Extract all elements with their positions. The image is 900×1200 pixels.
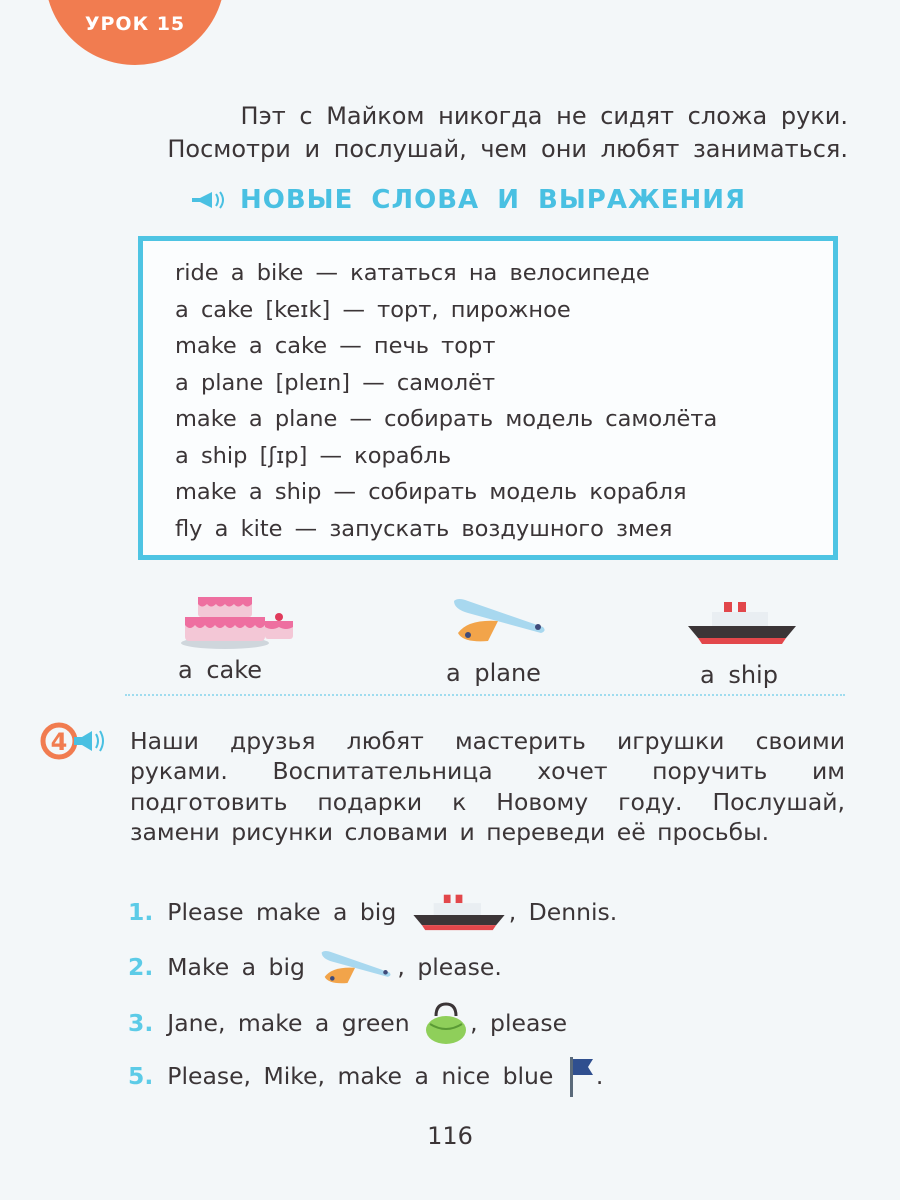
divider <box>125 694 845 696</box>
exercise-number: 4 <box>50 728 68 756</box>
ship-icon <box>686 600 798 645</box>
item-text: , please <box>470 1009 568 1037</box>
plane-icon <box>317 948 397 986</box>
vocab-entry: make a plane — собирать модель самолёта <box>175 406 718 432</box>
cake-icon <box>180 585 300 650</box>
item-number: 5. <box>128 1062 154 1090</box>
exercise-instructions: Наши друзья любят мастерить игрушки своими руками. Воспитательница хочет поручить им подготовить подарки к Новому году. Послушай, замени рисунки словами и переведи её просьбы. <box>130 727 845 846</box>
intro-text <box>100 100 848 166</box>
vocabulary-box <box>138 236 838 560</box>
vocab-entry: ride a bike — кататься на велосипеде <box>175 260 650 286</box>
intro-line: Пэт с Майком никогда не сидят сложа руки. <box>240 102 848 130</box>
exercise-item <box>128 1055 603 1097</box>
exercise-number-audio-icon <box>40 720 106 762</box>
vocab-entry: a plane [pleɪn] — самолёт <box>175 369 496 396</box>
picture-label-ship: a ship <box>700 661 778 689</box>
bag-icon <box>422 1000 470 1046</box>
lesson-badge <box>45 0 225 65</box>
vocab-entry: a cake [keɪk] — торт, пирожное <box>175 296 571 323</box>
item-text: Jane, make a green <box>167 1009 423 1037</box>
vocab-entry: make a cake — печь торт <box>175 333 496 359</box>
section-heading <box>190 185 746 215</box>
exercise-item <box>128 948 502 986</box>
exercise-item <box>128 893 617 931</box>
picture-label-cake: a cake <box>178 656 263 684</box>
flag-icon <box>566 1055 596 1097</box>
exercise-item <box>128 1000 567 1046</box>
vocab-entry: make a ship — собирать модель корабля <box>175 479 687 505</box>
lesson-badge-text: УРОК 15 <box>84 13 186 35</box>
intro-line: Посмотри и послушай, чем они любят заниматься. <box>167 135 848 163</box>
item-text: , please. <box>397 953 502 981</box>
item-text: , Dennis. <box>508 898 618 926</box>
item-text: Please make a big <box>167 898 409 926</box>
plane-icon <box>448 595 553 645</box>
item-number: 3. <box>128 1009 154 1037</box>
page-number: 116 <box>427 1122 473 1150</box>
ship-icon <box>409 893 509 931</box>
vocab-entry: fly a kite — запускать воздушного змея <box>175 515 673 542</box>
item-number: 2. <box>128 953 154 981</box>
section-heading-text: НОВЫЕ СЛОВА И ВЫРАЖЕНИЯ <box>240 185 747 215</box>
vocab-entry: a ship [ʃɪp] — корабль <box>175 442 452 469</box>
megaphone-icon <box>190 189 228 211</box>
item-text: . <box>595 1062 604 1090</box>
item-number: 1. <box>128 898 154 926</box>
item-text: Make a big <box>167 953 318 981</box>
picture-label-plane: a plane <box>446 659 541 687</box>
item-text: Please, Mike, make a nice blue <box>167 1062 566 1090</box>
